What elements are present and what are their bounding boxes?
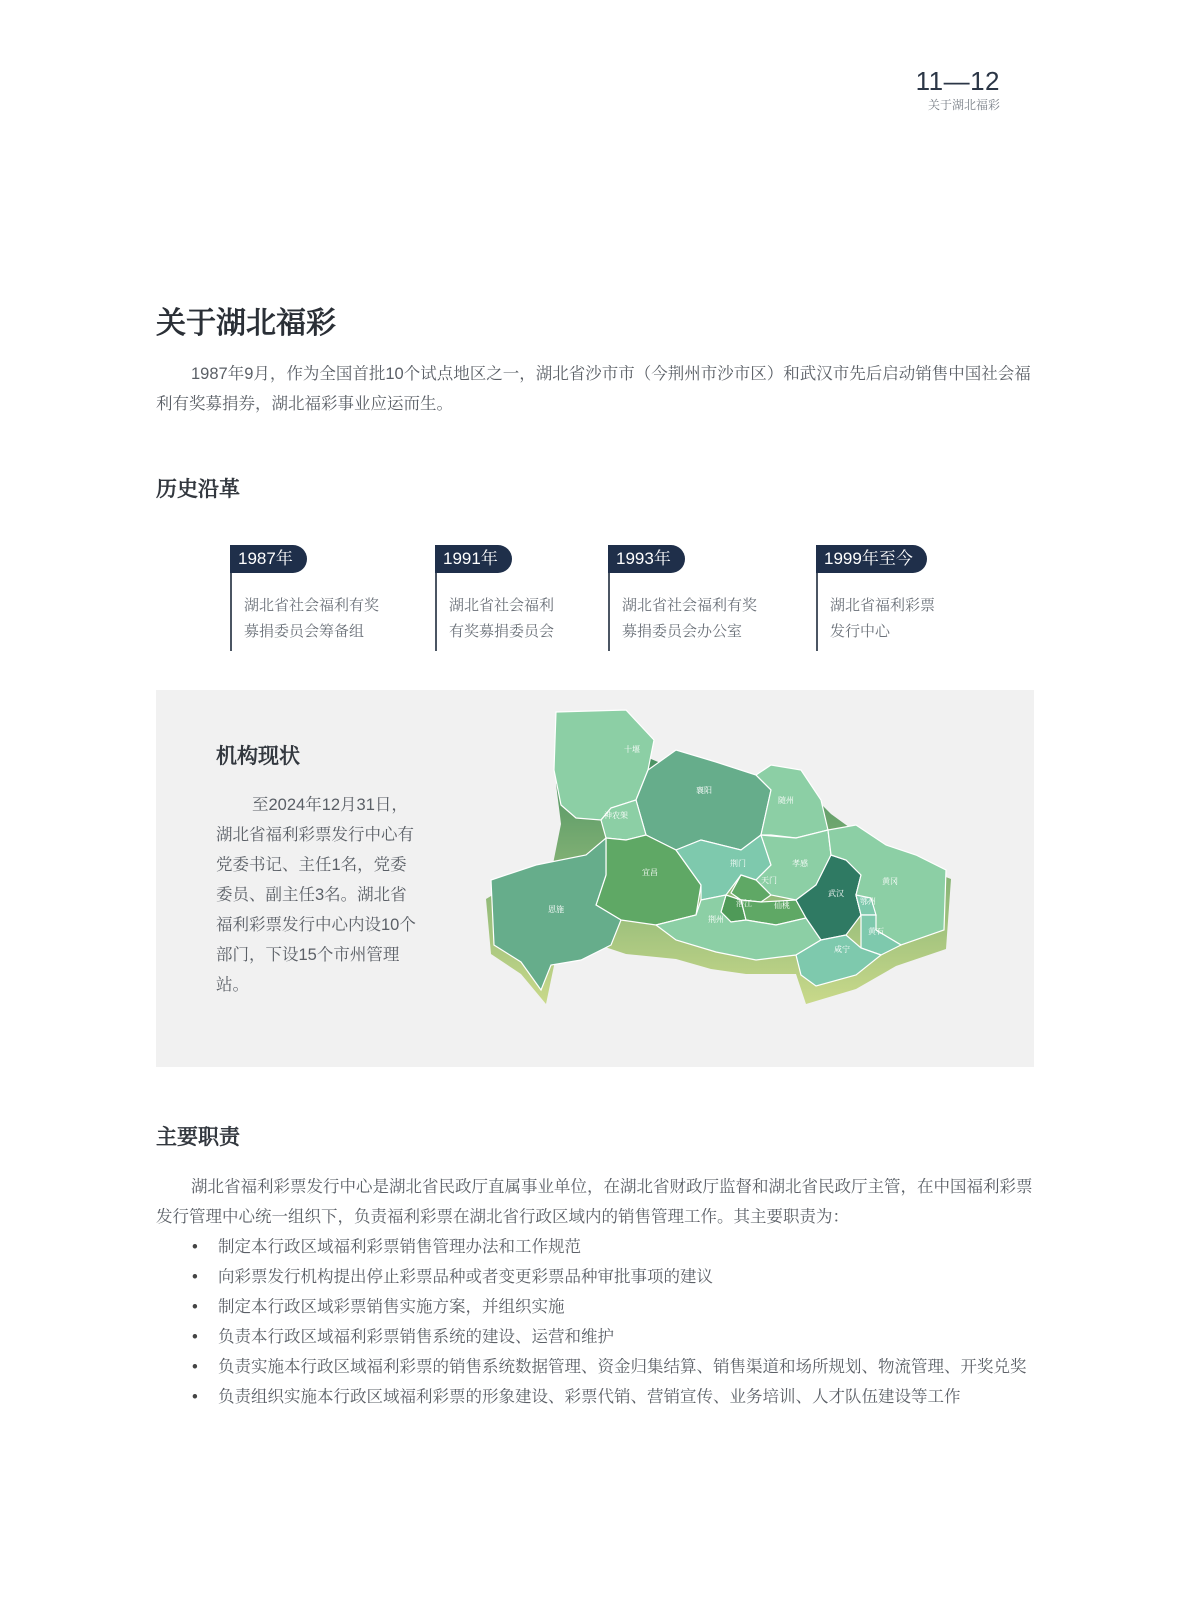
list-item [156, 1262, 1034, 1292]
bullet: • [192, 1268, 198, 1286]
list-item-text: 制定本行政区域彩票销售实施方案，并组织实施 [218, 1298, 565, 1316]
timeline-description [830, 593, 935, 645]
page-number: 11—12 [915, 66, 1000, 96]
list-item-text: 负责实施本行政区域福利彩票的销售系统数据管理、资金归集结算、销售渠道和场所规划、物流管理、开奖兑奖 [218, 1358, 1027, 1376]
history-heading: 历史沿革 [156, 478, 240, 501]
timeline-desc-line: 湖北省社会福利有奖 [622, 597, 758, 614]
timeline-desc-line: 有奖募捐委员会 [449, 623, 555, 640]
org-status-panel [156, 690, 1034, 1067]
list-item-text: 向彩票发行机构提出停止彩票品种或者变更彩票品种审批事项的建议 [218, 1268, 713, 1286]
map-label: 宜昌 [642, 868, 658, 877]
map-label: 十堰 [624, 745, 640, 754]
list-item [156, 1382, 1034, 1412]
region-xiangyang [636, 750, 771, 850]
timeline-desc-line: 募捐委员会筹备组 [244, 623, 365, 640]
duties-heading: 主要职责 [156, 1126, 240, 1149]
list-item [156, 1352, 1034, 1382]
map-label: 鄂州 [860, 897, 876, 906]
map-label: 仙桃 [774, 901, 790, 910]
timeline-description [622, 593, 757, 645]
org-heading: 机构现状 [216, 745, 300, 768]
map-label: 神农架 [604, 811, 628, 820]
map-label: 黄石 [868, 927, 884, 936]
region-enshi [491, 838, 621, 990]
timeline-description [244, 593, 379, 645]
intro-paragraph: 1987年9月，作为全国首批10个试点地区之一，湖北省沙市市（今荆州市沙市区）和武汉市先后启动销售中国社会福利有奖募捐券，湖北福彩事业应运而生。 [156, 365, 1031, 413]
duties-intro: 湖北省福利彩票发行中心是湖北省民政厅直属事业单位，在湖北省财政厅监督和湖北省民政厅主管，在中国福利彩票发行管理中心统一组织下，负责福利彩票在湖北省行政区域内的销售管理工作。其主要职责为： [156, 1178, 1033, 1226]
timeline-year-badge: 1993年 [608, 545, 685, 573]
map-label: 黄冈 [882, 877, 898, 886]
list-item-text: 制定本行政区域福利彩票销售管理办法和工作规范 [218, 1238, 581, 1256]
map-label: 襄阳 [696, 786, 712, 795]
list-item [156, 1292, 1034, 1322]
page-title: 关于湖北福彩 [156, 307, 336, 340]
timeline-desc-line: 湖北省社会福利有奖 [244, 597, 380, 614]
duties-list [156, 1232, 1034, 1412]
map-label: 恩施 [548, 905, 564, 914]
map-label: 潜江 [736, 899, 752, 908]
map-label: 荆门 [730, 859, 746, 868]
list-item-text: 负责组织实施本行政区域福利彩票的形象建设、彩票代销、营销宣传、业务培训、人才队伍建设等工作 [218, 1388, 961, 1406]
org-description: 至2024年12月31日，湖北省福利彩票发行中心有党委书记、主任1名，党委委员、副主任3名。湖北省福利彩票发行中心内设10个部门，下设15个市州管理站。 [216, 796, 416, 994]
timeline-year-badge: 1987年 [230, 545, 307, 573]
timeline-desc-line: 募捐委员会办公室 [622, 623, 743, 640]
bullet: • [192, 1238, 198, 1256]
hubei-map [156, 690, 1034, 1067]
bullet: • [192, 1388, 198, 1406]
bullet: • [192, 1328, 198, 1346]
bullet: • [192, 1298, 198, 1316]
timeline-desc-line: 湖北省社会福利 [449, 597, 555, 614]
timeline-year-badge: 1991年 [435, 545, 512, 573]
timeline-desc-line: 湖北省福利彩票 [830, 597, 936, 614]
map-label: 天门 [761, 876, 777, 885]
timeline-description [449, 593, 554, 645]
list-item-text: 负责本行政区域福利彩票销售系统的建设、运营和维护 [218, 1328, 614, 1346]
bullet: • [192, 1358, 198, 1376]
timeline-year-badge: 1999年至今 [816, 545, 927, 573]
map-label: 荆州 [708, 915, 724, 924]
timeline-desc-line: 发行中心 [830, 623, 891, 640]
map-label: 随州 [778, 796, 794, 805]
map-label: 咸宁 [834, 945, 850, 954]
header-section-label: 关于湖北福彩 [927, 98, 1000, 112]
map-label: 武汉 [828, 889, 844, 898]
list-item [156, 1322, 1034, 1352]
page-header [916, 66, 1000, 113]
list-item [156, 1232, 1034, 1262]
map-label: 孝感 [792, 859, 808, 868]
